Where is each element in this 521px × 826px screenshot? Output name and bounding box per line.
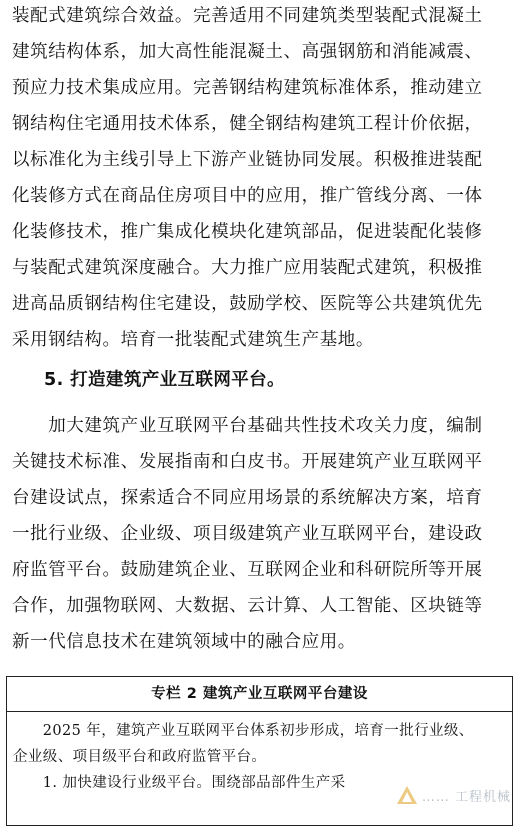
text-line: 装配式建筑综合效益。完善适用不同建筑类型装配式混凝土 xyxy=(12,6,483,26)
text-line: 钢结构住宅通用技术体系，健全钢结构建筑工程计价依据， xyxy=(12,114,483,134)
triangle-logo-icon xyxy=(396,784,418,806)
column-box-title: 专栏 2 建筑产业互联网平台建设 xyxy=(7,677,512,712)
text-line: 预应力技术集成应用。完善钢结构建筑标准体系，推动建立 xyxy=(12,78,483,98)
watermark-text: …… 工程机械 xyxy=(421,789,511,805)
text-line: 化装修技术，推广集成化模块化建筑部品，促进装配化装修 xyxy=(12,222,483,242)
text-line: 台建设试点，探索适合不同应用场景的系统解决方案，培育 xyxy=(12,488,483,508)
watermark xyxy=(396,781,511,809)
box-text-line: 企业级、项目级平台和政府监管平台。 xyxy=(13,749,267,765)
paragraph-prefab-building xyxy=(12,0,509,358)
text-line: 建筑结构体系，加大高性能混凝土、高强钢筋和消能减震、 xyxy=(12,42,483,62)
box-text-line: 1. 加快建设行业级平台。围绕部品部件生产采 xyxy=(13,775,346,791)
text-line: 加大建筑产业互联网平台基础共性技术攻关力度，编制 xyxy=(12,416,483,436)
text-line: 化装修方式在商品住房项目中的应用，推广管线分离、一体 xyxy=(12,186,483,206)
text-line: 一批行业级、企业级、项目级建筑产业互联网平台，建设政 xyxy=(12,524,483,544)
text-line: 进高品质钢结构住宅建设，鼓励学校、医院等公共建筑优先 xyxy=(12,294,483,314)
text-line: 采用钢结构。培育一批装配式建筑生产基地。 xyxy=(12,330,374,350)
text-line: 以标准化为主线引导上下游产业链协同发展。积极推进装配 xyxy=(12,150,483,170)
text-line: 新一代信息技术在建筑领域中的融合应用。 xyxy=(12,632,356,652)
text-line: 关键技术标准、发展指南和白皮书。开展建筑产业互联网平 xyxy=(12,452,483,472)
text-line: 府监管平台。鼓励建筑企业、互联网企业和科研院所等开展 xyxy=(12,560,483,580)
text-line: 与装配式建筑深度融合。大力推广应用装配式建筑，积极推 xyxy=(12,258,483,278)
section-heading-5: 5. 打造建筑产业互联网平台。 xyxy=(44,370,285,390)
text-line: 合作，加强物联网、大数据、云计算、人工智能、区块链等 xyxy=(12,596,483,616)
paragraph-internet-platform xyxy=(12,408,509,660)
box-text-line: 2025 年，建筑产业互联网平台体系初步形成，培育一批行业级、 xyxy=(13,723,474,739)
